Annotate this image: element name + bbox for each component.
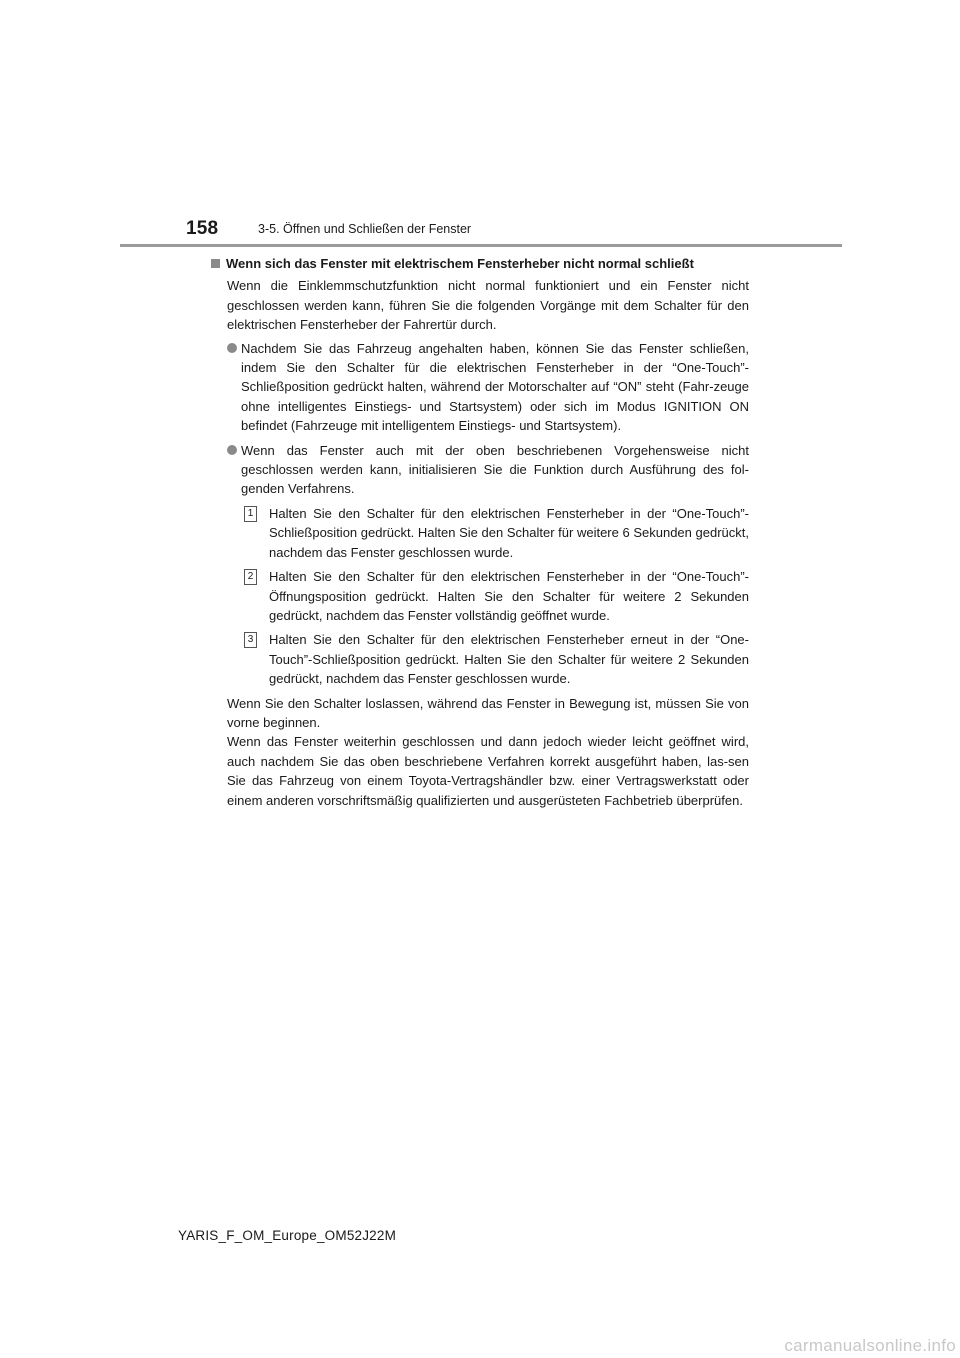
header-divider bbox=[120, 244, 842, 247]
bullet-item bbox=[227, 339, 749, 436]
bullet-item bbox=[227, 441, 749, 499]
circle-bullet-icon bbox=[227, 445, 237, 455]
bullet-text: Wenn das Fenster auch mit der oben beschriebenen Vorgehensweise nicht geschlossen werden kann, initialisieren Sie die Funktion durch Ausführung des fol-genden Verfahrens. bbox=[241, 442, 749, 497]
square-bullet-icon bbox=[211, 259, 220, 268]
step-text: Halten Sie den Schalter für den elektrischen Fensterheber erneut in der “One-Touch”-Schließposition gedrückt. Halten Sie den Schalter für weitere 2 Sekunden gedrückt, nachdem das Fenster geschlossen wurde. bbox=[269, 632, 749, 687]
document-id: YARIS_F_OM_Europe_OM52J22M bbox=[178, 1228, 397, 1243]
step-item bbox=[244, 504, 749, 562]
closing-paragraph: Wenn Sie den Schalter loslassen, während das Fenster in Bewegung ist, müssen Sie von vorne beginnen. bbox=[227, 695, 749, 730]
section-heading bbox=[211, 254, 749, 273]
page-content bbox=[211, 254, 749, 810]
section-body bbox=[211, 276, 749, 810]
step-item bbox=[244, 630, 749, 688]
closing-paragraph: Wenn das Fenster weiterhin geschlossen und dann jedoch wieder leicht geöffnet wird, auch nachdem Sie das oben beschriebene Verfahren korrekt ausgeführt haben, las-sen Sie das Fahrzeug von einem Toyota-Vertragshändler bzw. einer Vertragswerkstatt oder einem anderen vorschriftsmäßig qualifizierten und ausgerüsteten Fachbetrieb überprüfen. bbox=[227, 734, 749, 808]
step-list bbox=[227, 504, 749, 689]
section-heading-text: Wenn sich das Fenster mit elektrischem Fensterheber nicht normal schließt bbox=[226, 256, 694, 271]
circle-bullet-icon bbox=[227, 343, 237, 353]
step-text: Halten Sie den Schalter für den elektrischen Fensterheber in der “One-Touch”-Schließposition gedrückt. Halten Sie den Schalter für weitere 6 Sekunden gedrückt, nachdem das Fenster geschlossen wurde. bbox=[269, 505, 749, 560]
step-text: Halten Sie den Schalter für den elektrischen Fensterheber in der “One-Touch”-Öffnungsposition gedrückt. Halten Sie den Schalter für weitere 2 Sekunden gedrückt, nachdem das Fenster vollständig geöffnet wurde. bbox=[269, 569, 749, 623]
step-number-badge: 3 bbox=[244, 632, 257, 648]
bullet-text: Nachdem Sie das Fahrzeug angehalten haben, können Sie das Fenster schließen, indem Sie den Schalter für die elektrischen Fensterheber in der “One-Touch”-Schließposition gedrückt halten, während der Motorschalter auf “ON” steht (Fahr-zeuge ohne intelligentes Einstiegs- und Startsystem) oder sich im Modus IGNITION ON befindet (Fahrzeuge mit intelligentem Einstiegs- und Startsystem). bbox=[241, 340, 749, 434]
step-number-badge: 2 bbox=[244, 569, 257, 585]
step-number-badge: 1 bbox=[244, 506, 257, 522]
watermark: carmanualsonline.info bbox=[784, 1336, 956, 1355]
section-title: 3-5. Öffnen und Schließen der Fenster bbox=[258, 222, 472, 236]
step-item bbox=[244, 567, 749, 625]
intro-paragraph: Wenn die Einklemmschutzfunktion nicht normal funktioniert und ein Fenster nicht geschlossen werden kann, führen Sie die folgenden Vorgänge mit dem Schalter für den elektrischen Fensterheber der Fahrertür durch. bbox=[227, 278, 749, 333]
page-number: 158 bbox=[186, 218, 219, 239]
